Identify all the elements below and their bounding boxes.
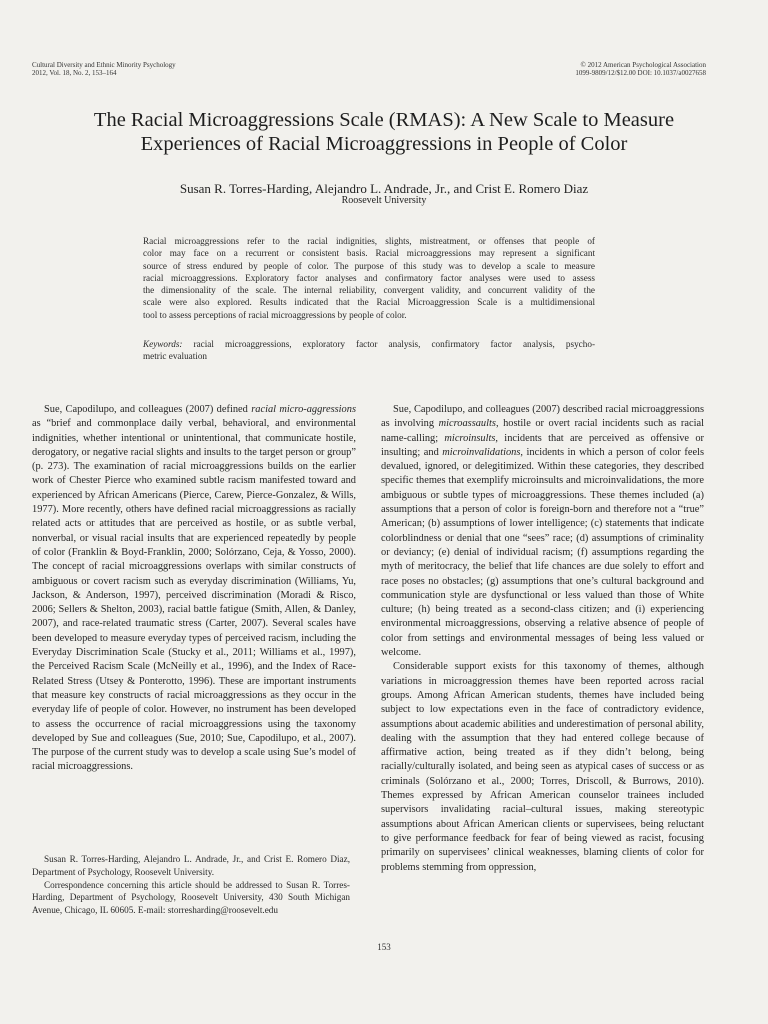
affiliation: Roosevelt University (341, 195, 427, 206)
italic-term: microinsults (444, 432, 496, 444)
abstract-line: source of stress endured by people of color. The purpose of this study was to develop a scale to measure (143, 260, 595, 271)
keywords-text-1: racial microaggressions, exploratory factor analysis, confirmatory factor analysis, psycho- (193, 339, 596, 349)
right-paragraph-1 (381, 403, 704, 660)
abstract-line: scale were also explored. Results indicated that the Racial Microaggression Scale is a multidimensional (143, 297, 595, 308)
abstract-line: Racial microaggressions refer to the racial indignities, slights, mistreatment, or offenses that people of (143, 236, 595, 246)
title-line-1: The Racial Microaggressions Scale (RMAS): A New Scale to Measure (93, 109, 675, 131)
text-run: , incidents in which a person of color feels devalued, ignored, or delegitimized. Within these categories, they described specific themes that exemplify microinsults and microinvalidations, the more ambiguous or subtle types of microaggressions. These themes included (a) assumptions that a person of color is foreign-born and therefore not a “true” American; (b) assumptions of lower intelligence; (c) statements that indicate colorblindness or denial that one “sees” race; (d) assumptions of criminality or deviancy; (e) denial of individual racism; (f) assumptions regarding the myth of meritocracy, the belief that life chances are due solely to effort and race poses no obstacles; (g) assumptions that one’s cultural background and communication style are dysfunctional or less valued than those of White culture; (h) being treated as a second-class citizen; and (i) experiencing environmental microaggressions, observing a relative absence of people of color from settings and environmental messages of being less valued or welcome. (381, 446, 704, 659)
author-list: Susan R. Torres-Harding, Alejandro L. Andrade, Jr., and Crist E. Romero Diaz (179, 181, 589, 196)
footnote-correspondence: Correspondence concerning this article should be addressed to Susan R. Torres-Harding, Department of Psychology, Roosevelt University, 430 South Michigan Avenue, Chicago, IL 60605. E-mail: storresharding@roosevelt.edu (32, 879, 350, 916)
right-column (381, 403, 704, 875)
header-right (575, 61, 706, 77)
text-run: , incidents that are perceived as offensive or insulting; and (381, 432, 704, 458)
author-note (32, 853, 350, 917)
abstract-line: racial microaggressions. Exploratory factor analyses and confirmatory factor analyses were used to assess (143, 272, 595, 283)
text-run: Sue, Capodilupo, and colleagues (2007) described racial microaggressions as involving (381, 404, 704, 430)
abstract-line: tool to assess perceptions of racial microaggressions by people of color. (143, 309, 407, 320)
text-run: as “brief and commonplace daily verbal, behavioral, and environmental indignities, whether intentional or unintentional, that communicate hostile, derogatory, or negative racial slights and insults to the target person or group” (p. 273). The examination of racial microaggressions builds on the earlier work of Chester Pierce who examined subtle racism manifested toward and experienced by African Americans (Pierce, Carew, Pierce-Gonzalez, & Wills, 1977). More recently, others have defined racial microaggressions as racially related acts or attitudes that are perceived as hostile, or as subtle verbal, nonverbal, or visual racial insults that are experienced repeatedly by people of color (Franklin & Boyd-Franklin, 2000; Solórzano, Ceja, & Yosso, 2000). The concept of racial microaggressions overlaps with similar constructs of ambiguous or covert racism such as everyday discrimination (Williams, Yu, Jackson, & Anderson, 1997), perceived discrimination (Moradi & Risco, 2006; Sellers & Shelton, 2003), racial battle fatigue (Smith, Allen, & Danley, 2007), and race-related traumatic stress (Carter, 2007). Several scales have been developed to measure everyday types of perceived racism, including the Everyday Discrimination Scale (Stucky et al., 2011; Williams et al., 1997), the Perceived Racism Scale (McNeilly et al., 1996), and the Index of Race-Related Stress (Utsey & Ponterotto, 1996). These are important instruments that measure key constructs of racial microaggressions as they occur in the everyday life of people of color. However, no instrument has been developed to assess the occurrence of racial microaggressions using the taxonomy developed by Sue and colleagues (Sue, 2010; Sue, Capodilupo, et al., 2007). The purpose of the current study was to develop a scale using Sue’s model of racial microaggressions. (32, 418, 356, 773)
keywords (143, 338, 595, 363)
copyright-notice: © 2012 American Psychological Association (580, 61, 706, 69)
journal-volume: 2012, Vol. 18, No. 2, 153–164 (32, 69, 117, 77)
text-run: , hostile or overt racial incidents such as racial name-calling; (381, 418, 704, 444)
left-column (32, 403, 356, 775)
article-title (40, 108, 728, 156)
abstract-line: the dimensionality of the scale. The internal reliability, convergent validity, and concurrent validity of the (143, 285, 595, 296)
footnote-affiliation: Susan R. Torres-Harding, Alejandro L. Andrade, Jr., and Crist E. Romero Diaz, Department of Psychology, Roosevelt University. (32, 854, 350, 877)
text-run: Sue, Capodilupo, and colleagues (2007) defined (44, 404, 252, 415)
abstract (143, 235, 595, 321)
left-paragraph-1 (32, 403, 356, 775)
journal-name: Cultural Diversity and Ethnic Minority Psychology (32, 61, 176, 69)
abstract-line: color may face on a recurrent or consistent basis. Racial microaggressions may represent a significant (143, 248, 595, 259)
right-paragraph-2: Considerable support exists for this taxonomy of themes, although variations in microaggression themes have been reported across racial groups. Among African American students, themes have included being subject to low expectations even in the face of contradictory evidence, assumptions about academic abilities and underestimation of personal ability, dealing with the assumption that they had entered college because of affirmative action, being treated as if they didn’t belong, being racially/culturally isolated, and being seen as atypical cases of success or as criminals (Solórzano et al., 2000; Torres, Driscoll, & Burrows, 2010). Themes expressed by African American counselor trainees included supervisors invalidating racial–cultural issues, making stereotypic assumptions about African American clients or supervisees, being reluctant to give performance feedback for fear of being viewed as racist, focusing primarily on supervisees’ clinical weaknesses, blaming clients of color for problems stemming from oppression, (381, 661, 704, 873)
title-line-2: Experiences of Racial Microaggressions in People of Color (140, 133, 628, 155)
header-left (32, 61, 176, 77)
italic-term: microinvalidations (442, 446, 521, 458)
italic-term: microassaults (438, 418, 496, 430)
doi-line: 1099-9809/12/$12.00 DOI: 10.1037/a0027658 (575, 69, 706, 77)
keywords-text-2: metric evaluation (143, 351, 208, 362)
keywords-line-1 (143, 338, 595, 350)
italic-term: racial micro-aggressions (251, 404, 356, 415)
keywords-label: Keywords: (143, 339, 183, 349)
page-number: 153 (377, 942, 391, 952)
